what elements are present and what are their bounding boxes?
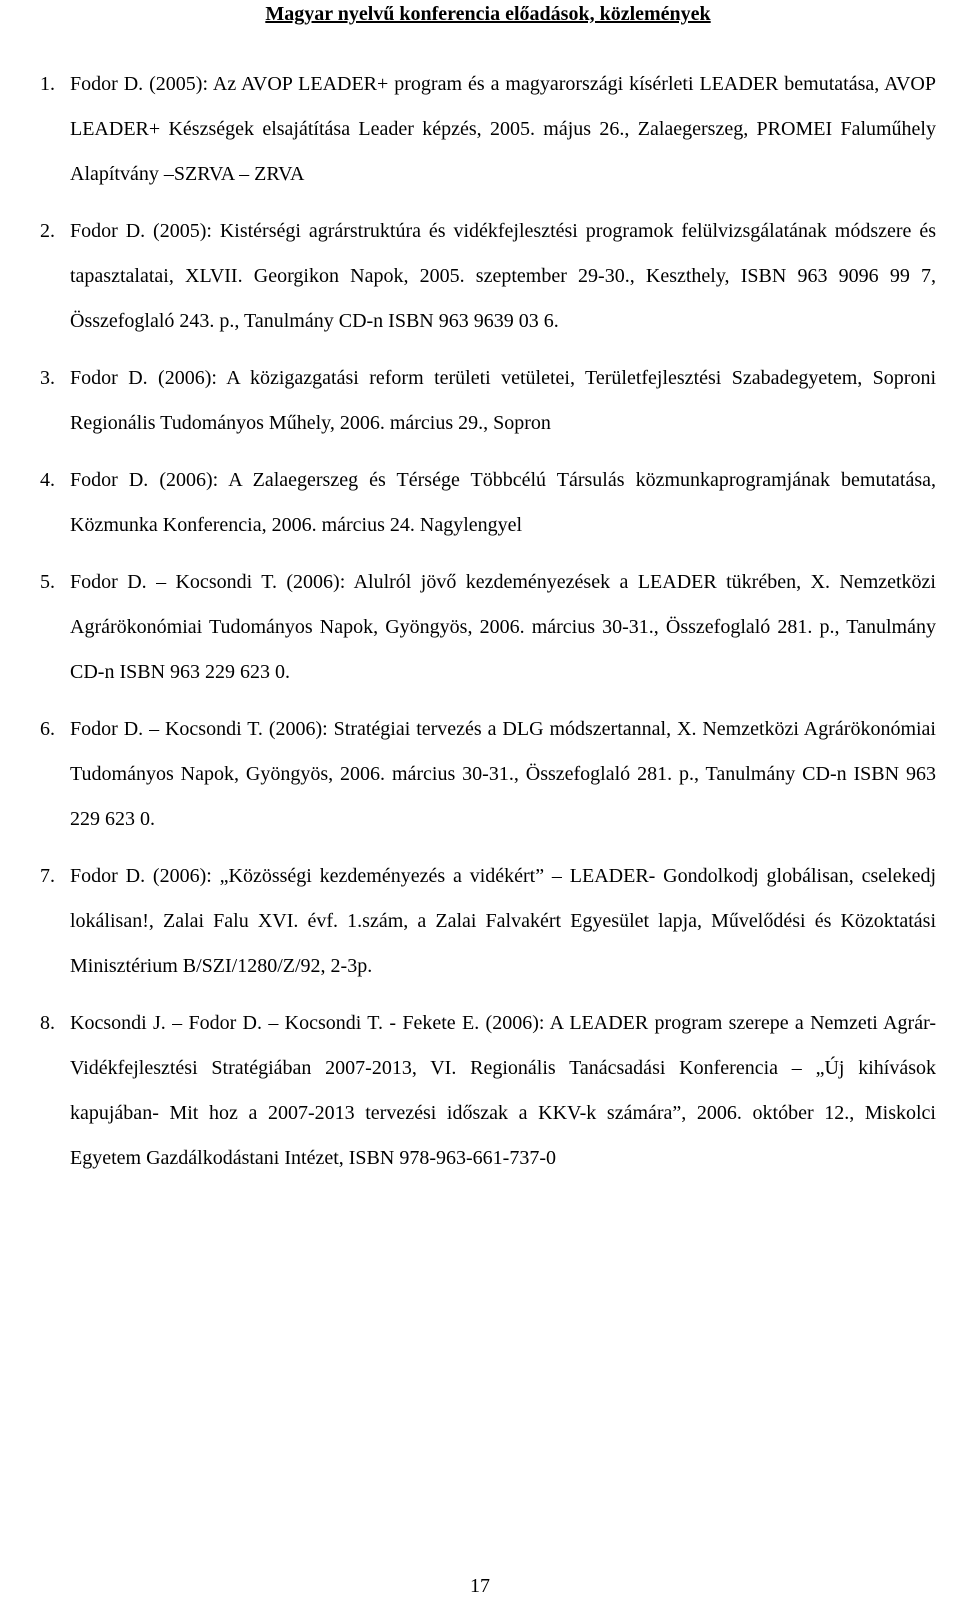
list-item-number: 8.	[40, 1012, 55, 1034]
list-item	[40, 356, 936, 446]
section-heading: Magyar nyelvű konferencia előadások, közlemények	[265, 3, 711, 25]
list-item-number: 2.	[40, 220, 55, 242]
list-item-text: Fodor D. (2006): A Zalaegerszeg és Térsége Többcélú Társulás közmunkaprogramjának bemutatása, Közmunka Konferencia, 2006. március 24. Nagylengyel	[70, 469, 936, 536]
list-item-text: Fodor D. (2005): Kistérségi agrárstruktúra és vidékfejlesztési programok felülvizsgálatának módszere és tapasztalatai, XLVII. Georgikon Napok, 2005. szeptember 29-30., Keszthely, ISBN 963 9096 99 7, Összefoglaló 243. p., Tanulmány CD-n ISBN 963 9639 03 6.	[70, 220, 936, 332]
list-item	[40, 458, 936, 548]
list-item-number: 3.	[40, 367, 55, 389]
list-item	[40, 62, 936, 197]
list-item-text: Fodor D. (2005): Az AVOP LEADER+ program és a magyarországi kísérleti LEADER bemutatása, AVOP LEADER+ Készségek elsajátítása Leader képzés, 2005. május 26., Zalaegerszeg, PROMEI Faluműhely Alapítvány –SZRVA – ZRVA	[70, 73, 936, 185]
list-item-text: Kocsondi J. – Fodor D. – Kocsondi T. - Fekete E. (2006): A LEADER program szerepe a Nemzeti Agrár- Vidékfejlesztési Stratégiában 2007-2013, VI. Regionális Tanácsadási Konferencia – „Új kihívások kapujában- Mit hoz a 2007-2013 tervezési időszak a KKV-k számára”, 2006. október 12., Miskolci Egyetem Gazdálkodástani Intézet, ISBN 978-963-661-737-0	[70, 1012, 936, 1169]
list-item-number: 6.	[40, 718, 55, 740]
list-item-text: Fodor D. (2006): „Közösségi kezdeményezés a vidékért” – LEADER- Gondolkodj globálisan, cselekedj lokálisan!, Zalai Falu XVI. évf. 1.szám, a Zalai Falvakért Egyesület lapja, Művelődési és Közoktatási Minisztérium B/SZI/1280/Z/92, 2-3p.	[70, 865, 936, 977]
list-item-number: 5.	[40, 571, 55, 593]
list-item	[40, 560, 936, 695]
list-item	[40, 1001, 936, 1181]
list-item	[40, 209, 936, 344]
page-number: 17	[470, 1575, 490, 1597]
list-item-number: 4.	[40, 469, 55, 491]
list-item	[40, 707, 936, 842]
publication-list	[40, 62, 936, 1181]
list-item-text: Fodor D. – Kocsondi T. (2006): Stratégiai tervezés a DLG módszertannal, X. Nemzetközi Agrárökonómiai Tudományos Napok, Gyöngyös, 2006. március 30-31., Összefoglaló 281. p., Tanulmány CD-n ISBN 963 229 623 0.	[70, 718, 936, 830]
list-item-text: Fodor D. (2006): A közigazgatási reform területi vetületei, Területfejlesztési Szabadegyetem, Soproni Regionális Tudományos Műhely, 2006. március 29., Sopron	[70, 367, 936, 434]
list-item-number: 1.	[40, 73, 55, 95]
list-item	[40, 854, 936, 989]
document-page	[40, 0, 936, 1193]
list-item-number: 7.	[40, 865, 55, 887]
list-item-text: Fodor D. – Kocsondi T. (2006): Alulról jövő kezdeményezések a LEADER tükrében, X. Nemzetközi Agrárökonómiai Tudományos Napok, Gyöngyös, 2006. március 30-31., Összefoglaló 281. p., Tanulmány CD-n ISBN 963 229 623 0.	[70, 571, 936, 683]
